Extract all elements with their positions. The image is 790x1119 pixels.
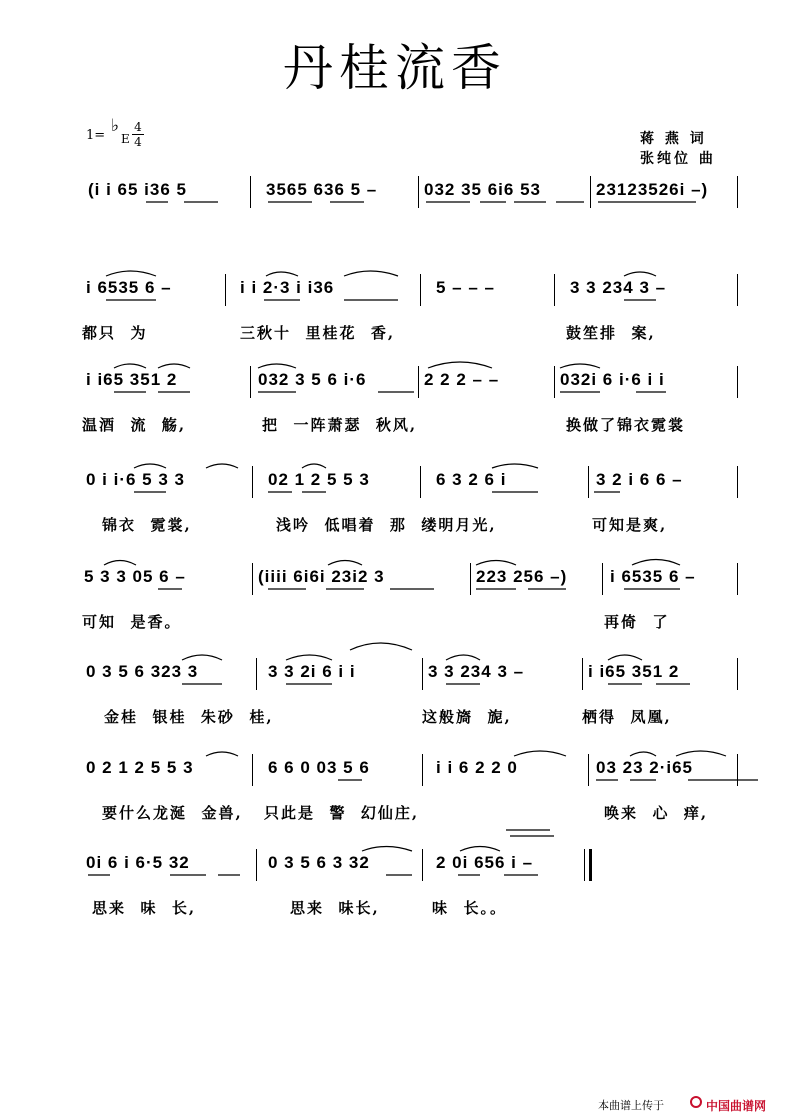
measure: i i65 351 2 — [86, 370, 178, 389]
measure: 3 3 2i 6 i i — [268, 662, 356, 681]
song-title: 丹桂流香 — [283, 39, 507, 97]
lyric: 可知是爽, — [592, 516, 668, 534]
key-equals: 1= — [86, 128, 106, 143]
site-brand[interactable]: 中国曲谱网 — [706, 1099, 767, 1113]
tremolo-mark — [506, 830, 554, 836]
lyric: 锦衣 霓裳, — [102, 516, 192, 534]
lyricist-credit: 蒋 燕 词 — [640, 131, 707, 147]
slur — [206, 464, 238, 468]
measure: i 6535 6 – — [610, 567, 696, 586]
lyric: 思来 味 长, — [92, 899, 197, 917]
measure: 02 1 2 5 5 3 — [268, 470, 370, 489]
lyric: 把 一阵萧瑟 秋风, — [262, 416, 418, 434]
slur — [344, 271, 398, 276]
measure: i i65 351 2 — [588, 662, 680, 681]
lyric: 再倚 了 — [604, 613, 670, 631]
slur — [114, 364, 146, 368]
slur — [350, 643, 412, 650]
slur — [514, 751, 566, 756]
measure: i i 6 2 2 0 — [436, 758, 518, 777]
footer-text: 本曲谱上传于 — [598, 1099, 664, 1112]
composer-credit: 张纯位 曲 — [640, 151, 716, 167]
slur — [104, 561, 136, 566]
measure: 6 6 0 03 5 6 — [268, 758, 370, 777]
measure: 3 3 234 3 – — [570, 278, 667, 297]
slur — [258, 364, 296, 368]
slur — [362, 847, 412, 852]
lyric: 鼓笙排 案, — [566, 324, 656, 342]
measure: 0 i i·6 5 3 3 — [86, 470, 185, 489]
lyric: 这般旖 旎, — [422, 708, 512, 726]
measure: 03 23 2·i65 — [596, 758, 694, 777]
slur — [560, 364, 600, 368]
key-name: E — [121, 132, 130, 146]
measure: 0i 6 i 6·5 32 — [86, 853, 190, 872]
lyric: 三秋十 里桂花 香, — [240, 324, 396, 342]
measure: 0 2 1 2 5 5 3 — [86, 758, 194, 777]
measure: 2 2 2 – – — [424, 370, 500, 389]
lyric: 浅吟 低唱着 那 缕明月光, — [276, 516, 497, 534]
measure: 6 3 2 6 i — [436, 470, 507, 489]
measure: 23123526i –) — [596, 180, 709, 199]
slur — [266, 272, 298, 276]
measure: 5 – – – — [436, 278, 495, 297]
measure: 2 0i 656 i – — [436, 853, 534, 872]
slur — [492, 464, 538, 468]
lyric: 都只 为 — [82, 324, 148, 342]
measure: 3 3 234 3 – — [428, 662, 525, 681]
measure: 5 3 3 05 6 – — [84, 567, 186, 586]
lyric: 要什么龙涎 金兽, — [102, 804, 243, 822]
lyric: 温酒 流 觞, — [82, 416, 187, 434]
time-signature-bottom: 4 — [132, 134, 144, 149]
slur — [328, 561, 362, 566]
lyric: 栖得 凤凰, — [582, 708, 672, 726]
slur — [632, 560, 680, 566]
lyric: 金桂 银桂 朱砂 桂, — [104, 708, 274, 726]
measure: 0 3 5 6 323 3 — [86, 662, 199, 681]
measure: 223 256 –) — [476, 567, 568, 586]
slur — [134, 464, 166, 468]
measure: i 6535 6 – — [86, 278, 172, 297]
lyric: 可知 是香。 — [82, 613, 182, 631]
footer-brand-wrap — [706, 1097, 766, 1114]
lyric: 思来 味长, — [290, 899, 380, 917]
slur — [446, 655, 480, 660]
lyric: 换做了锦衣霓裳 — [566, 416, 686, 434]
flat-icon: ♭ — [111, 116, 120, 136]
slur — [302, 464, 326, 468]
lyric: 只此是 警 幻仙庄, — [264, 804, 420, 822]
slur — [428, 362, 492, 368]
measure: 032 3 5 6 i·6 — [258, 370, 367, 389]
measure: 032 35 6i6 53 — [424, 180, 541, 199]
time-signature-top: 4 — [134, 120, 142, 134]
slur — [630, 752, 656, 756]
measure: (iiii 6i6i 23i2 3 — [258, 567, 385, 586]
slur — [158, 364, 190, 368]
slur — [106, 271, 156, 276]
slur — [206, 752, 238, 756]
slur — [608, 655, 642, 660]
slur — [286, 655, 332, 660]
measure: 0 3 5 6 3 32 — [268, 853, 370, 872]
lyric: 味 长。。 — [432, 899, 507, 917]
measure: 3565 636 5 – — [266, 180, 378, 199]
slur — [182, 655, 222, 660]
slur — [676, 751, 726, 756]
site-logo-icon — [690, 1096, 702, 1108]
measure: 3 2 i 6 6 – — [596, 470, 683, 489]
slur — [476, 561, 516, 566]
slur — [624, 272, 656, 276]
measure: 032i 6 i·6 i i — [560, 370, 665, 389]
measure: (i i 65 i36 5 — [88, 180, 187, 199]
lyric: 唤来 心 痒, — [604, 804, 709, 822]
slur — [460, 847, 500, 852]
measure: i i 2·3 i i36 — [240, 278, 335, 297]
footer-upload-note — [598, 1097, 664, 1113]
